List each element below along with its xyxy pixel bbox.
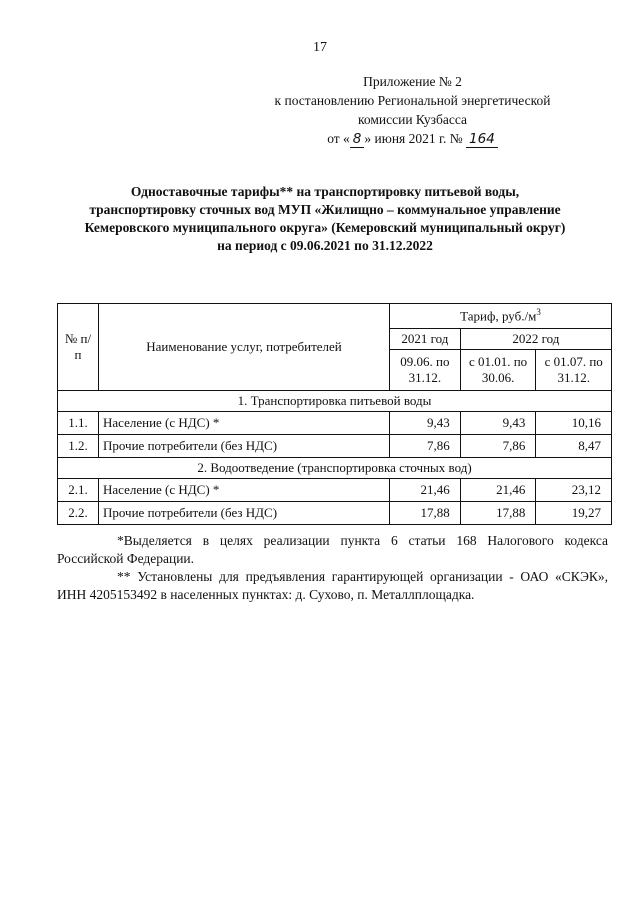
row-name: Прочие потребители (без НДС) [99, 502, 390, 525]
row-value-3: 8,47 [536, 435, 612, 458]
row-value-2: 17,88 [460, 502, 536, 525]
header-period-3: с 01.07. по 31.12. [536, 350, 612, 391]
handwritten-day: 8 [350, 132, 365, 148]
header-year-2022: 2022 год [460, 329, 611, 350]
header-year-2021: 2021 год [390, 329, 461, 350]
header-period-1: 09.06. по 31.12. [390, 350, 461, 391]
header-name: Наименование услуг, потребителей [99, 304, 390, 391]
row-value-3: 23,12 [536, 479, 612, 502]
header-num: № п/п [58, 304, 99, 391]
row-num: 2.1. [58, 479, 99, 502]
row-value-2: 21,46 [460, 479, 536, 502]
document-title [40, 183, 610, 255]
row-value-1: 7,86 [390, 435, 461, 458]
handwritten-number: 164 [466, 132, 498, 148]
title-line-2: транспортировку сточных вод МУП «Жилищно – коммунальное управление [89, 202, 561, 217]
appendix-header [240, 72, 585, 148]
footnote-2: ** Установлены для предъявления гарантирующей организации - ОАО «СКЭК», ИНН 4205153492 в населенных пунктах: д. Сухово, п. Металлплощадка. [57, 569, 608, 602]
row-value-1: 9,43 [390, 412, 461, 435]
footnote-1: *Выделяется в целях реализации пункта 6 статьи 168 Налогового кодекса Российской Федерации. [57, 533, 608, 566]
appendix-resolution: к постановлению Региональной энергетической [274, 93, 551, 108]
date-middle: » июня 2021 г. № [364, 131, 463, 146]
page-number: 17 [313, 40, 327, 55]
row-value-1: 17,88 [390, 502, 461, 525]
header-tariff [390, 304, 612, 329]
table-row [58, 412, 612, 435]
row-value-2: 7,86 [460, 435, 536, 458]
row-value-3: 10,16 [536, 412, 612, 435]
date-prefix: от « [327, 131, 350, 146]
row-num: 2.2. [58, 502, 99, 525]
tariff-table [57, 303, 612, 525]
row-value-1: 21,46 [390, 479, 461, 502]
row-name: Население (с НДС) * [99, 412, 390, 435]
section-title: 1. Транспортировка питьевой воды [58, 391, 612, 412]
row-value-3: 19,27 [536, 502, 612, 525]
title-line-3: Кемеровского муниципального округа» (Кемеровский муниципальный округ) [84, 220, 566, 235]
appendix-commission: комиссии Кузбасса [357, 112, 467, 127]
row-name: Прочие потребители (без НДС) [99, 435, 390, 458]
title-line-1: Одноставочные тарифы** на транспортировку питьевой воды, [130, 184, 520, 199]
header-period-2: с 01.01. по 30.06. [460, 350, 536, 391]
row-name: Население (с НДС) * [99, 479, 390, 502]
table-row [58, 479, 612, 502]
title-line-4: на период с 09.06.2021 по 31.12.2022 [217, 238, 433, 253]
section-title: 2. Водоотведение (транспортировка сточных вод) [58, 458, 612, 479]
header-tariff-text: Тариф, руб./м [460, 308, 537, 324]
table-row [58, 502, 612, 525]
table-row [58, 435, 612, 458]
header-tariff-sup: 3 [536, 307, 541, 318]
appendix-date-line [240, 129, 585, 148]
row-num: 1.2. [58, 435, 99, 458]
row-value-2: 9,43 [460, 412, 536, 435]
row-num: 1.1. [58, 412, 99, 435]
footnotes [57, 532, 608, 604]
appendix-title: Приложение № 2 [363, 74, 462, 89]
